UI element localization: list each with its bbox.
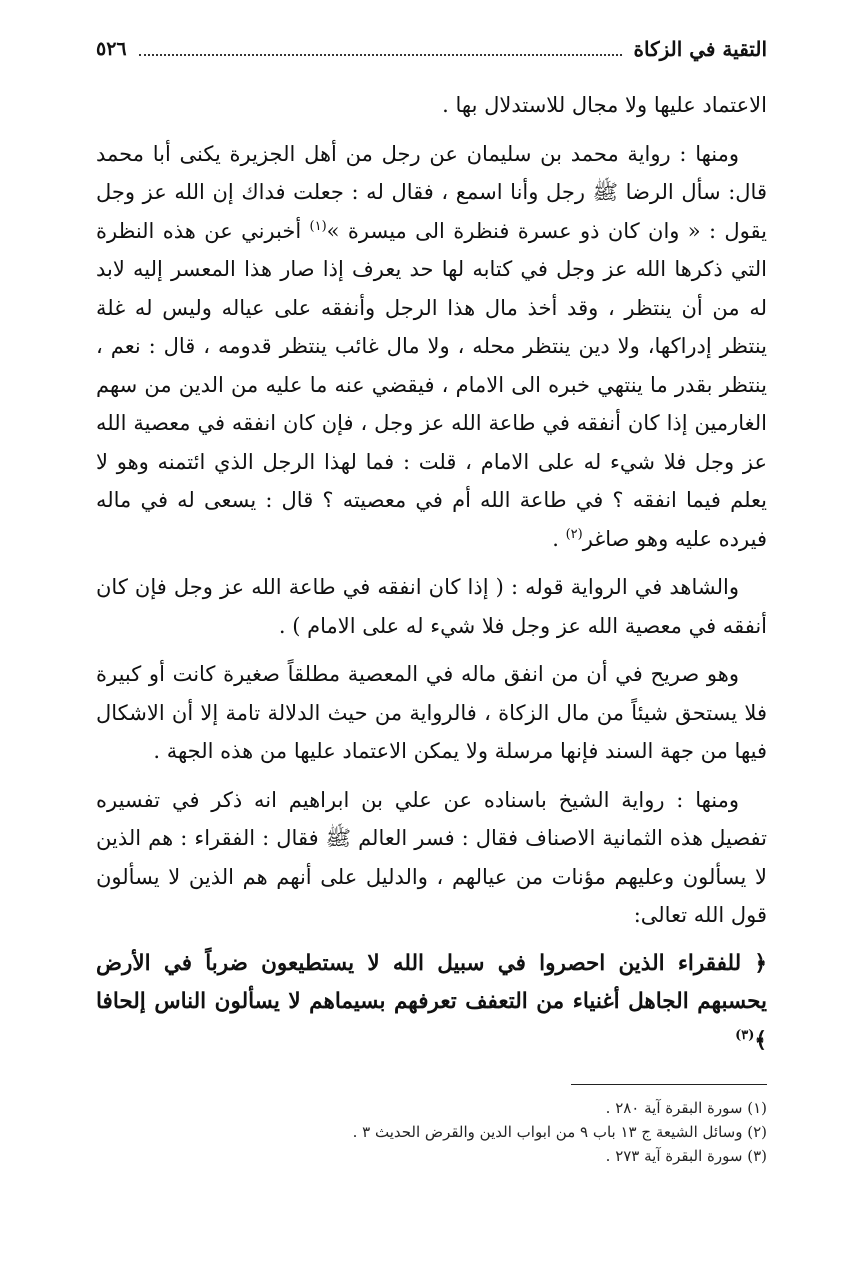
main-text	[96, 86, 767, 1070]
paragraph-text: .	[552, 526, 566, 551]
paragraph-text: أخبرني عن هذه النظرة التي ذكرها الله عز وجل في كتابه لها حد يعرف إذا صار هذا المعسر إليه لابد له من أن ينتظر ، وقد أخذ مال هذا الرجل وأنفقه على عياله وليس له غلة ينتظر إدراكها، ولا دين ينتظر محله ، ولا مال غائب ينتظر قدومه ، قال : نعم ، ينتظر بقدر ما ينتهي خبره الى الامام ، فيقضي عنه ما عليه من الدين من سهم الغارمين إذا كان أنفقه في طاعة الله عز وجل ، فإن كان انفقه في معصية الله عز وجل فلا شيء له على الامام ، قلت : فما لهذا الرجل الذي ائتمنه وهو لا يعلم فيما انفقه ؟ في طاعة الله أم في معصيته ؟ قال : يسعى له في ماله فيرده عليه وهو صاغر	[96, 218, 767, 551]
footnote-ref-1: (١)	[309, 218, 327, 234]
paragraph-narration-ali	[96, 781, 767, 935]
footnotes	[300, 1096, 767, 1168]
page-number: ٥٢٦	[96, 38, 127, 60]
footnote-2: (٢) وسائل الشيعة ج ١٣ باب ٩ من ابواب الدين والقرض الحديث ٣ .	[352, 1123, 767, 1141]
header-dot-leader	[139, 54, 622, 56]
verse-text: ﴿ للفقراء الذين احصروا في سبيل الله لا يستطيعون ضرباً في الأرض يحسبهم الجاهل أغنياء من التعفف تعرفهم بسيماهم لا يسألون الناس إلحافا ﴾	[96, 950, 767, 1053]
paragraph-text: ومنها : رواية الشيخ باسناده عن علي بن ابراهيم انه ذكر في تفسيره تفصيل هذه الثمانية الاصناف فقال : فسر العالم ﷺ فقال : الفقراء : هم الذين لا يسألون وعليهم مؤنات من عيالهم ، والدليل على أنهم هم الذين لا يسألون قول الله تعالى:	[96, 787, 767, 927]
paragraph-narration-sulayman	[96, 135, 767, 559]
footnote-ref-2: (٢)	[565, 526, 583, 542]
paragraph-text: وهو صريح في أن من انفق ماله في المعصية مطلقاً صغيرة كانت أو كبيرة فلا يستحق شيئاً من مال الزكاة ، فالرواية من حيث الدلالة تامة إلا أن الاشكال فيها من جهة السند فإنها مرسلة ولا يمكن الاعتماد عليها من هذه الجهة .	[96, 662, 767, 763]
paragraph-continuation	[96, 86, 767, 125]
running-header	[96, 34, 767, 64]
paragraph-text: والشاهد في الرواية قوله : ( إذا كان انفقه في طاعة الله عز وجل فإن كان أنفقه في معصية الله عز وجل فلا شيء له على الامام ) .	[96, 575, 767, 638]
footnote-ref-3: (٣)	[735, 1027, 755, 1043]
paragraph-analysis	[96, 655, 767, 771]
footnote-3: (٣) سورة البقرة آية ٢٧٣ .	[605, 1147, 767, 1165]
footnote-1: (١) سورة البقرة آية ٢٨٠ .	[605, 1099, 767, 1117]
paragraph-evidence	[96, 568, 767, 645]
quran-verse	[96, 945, 767, 1061]
footnote-separator	[571, 1084, 767, 1085]
paragraph-text: ومنها : رواية محمد بن سليمان عن رجل من أهل الجزيرة يكنى أبا محمد قال: سأل الرضا ﷺ رجل وأنا اسمع ، فقال له : جعلت فداك إن الله عز وجل يقول : « وان كان ذو عسرة فنظرة الى ميسرة »	[96, 141, 767, 243]
paragraph-text: الاعتماد عليها ولا مجال للاستدلال بها .	[442, 93, 767, 117]
running-title: التقية في الزكاة	[633, 37, 767, 61]
